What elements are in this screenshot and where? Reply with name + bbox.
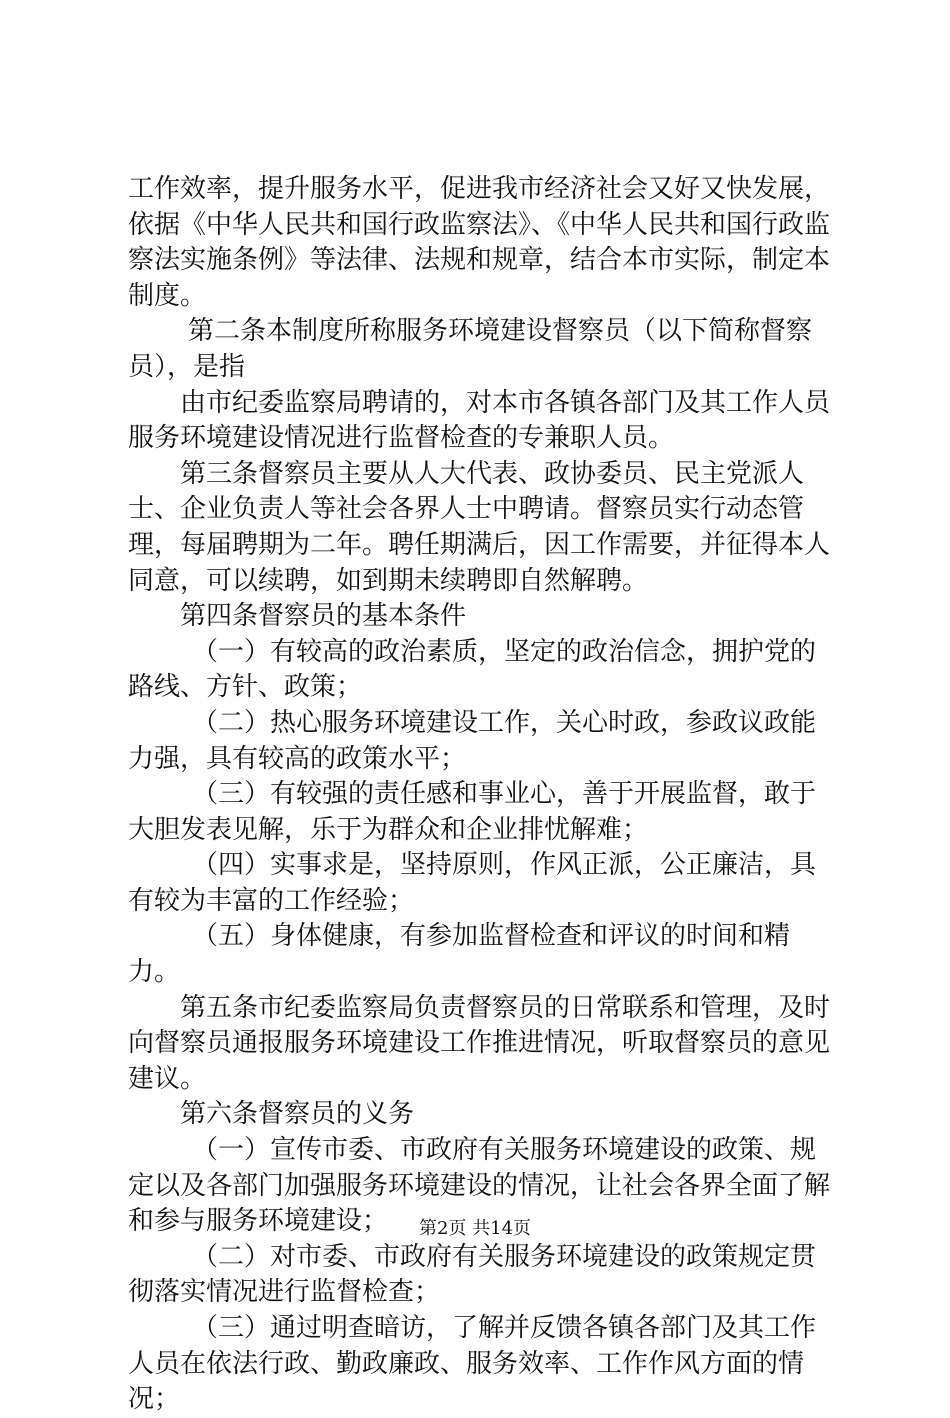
paragraph-article-3: 第三条督察员主要从人大代表、政协委员、民主党派人士、企业负责人等社会各界人士中聘请。督察员实行动态管理，每届聘期为二年。聘任期满后，因工作需要，并征得本人同意，可以续聘，如到期未续聘即自然解聘。 <box>128 458 831 596</box>
page-number-footer: 第2页 共14页 <box>418 1218 532 1239</box>
list-item: （一）宣传市委、市政府有关服务环境建设的政策、规定以及各部门加强服务环境建设的情况，让社会各界全面了解和参与服务环境建设； <box>128 1135 831 1237</box>
paragraph-article-6-heading: 第六条督察员的义务 <box>180 1099 415 1130</box>
paragraph-article-5: 第五条市纪委监察局负责督察员的日常联系和管理，及时向督察员通报服务环境建设工作推进情况，听取督察员的意见建议。 <box>128 992 831 1094</box>
list-item: （四）实事求是，坚持原则，作风正派，公正廉洁，具有较为丰富的工作经验； <box>128 850 817 916</box>
list-item: （二）对市委、市政府有关服务环境建设的政策规定贯彻落实情况进行监督检查； <box>128 1241 817 1308</box>
list-item: （二）热心服务环境建设工作，关心时政，参政议政能力强，具有较高的政策水平； <box>128 707 817 774</box>
list-item: （三）通过明查暗访，了解并反馈各镇各部门及其工作人员在依法行政、勤政廉政、服务效率、工作作风方面的情况； <box>128 1313 817 1415</box>
list-item: （三）有较强的责任感和事业心，善于开展监督，敢于大胆发表见解，乐于为群众和企业排忧解难； <box>128 779 817 845</box>
paragraph-article-4-heading: 第四条督察员的基本条件 <box>180 601 467 632</box>
list-item: （五）身体健康，有参加监督检查和评议的时间和精力。 <box>128 921 791 988</box>
paragraph-intro-continued: 工作效率，提升服务水平，促进我市经济社会又好又快发展，依据《中华人民共和国行政监察法》、《中华人民共和国行政监察法实施条例》等法律、法规和规章，结合本市实际，制定本制度。 <box>128 174 831 311</box>
list-item: （一）有较高的政治素质，坚定的政治信念，拥护党的路线、方针、政策； <box>128 636 817 703</box>
paragraph-article-2: 第二条本制度所称服务环境建设督察员（以下简称督察员），是指 <box>128 316 813 382</box>
paragraph-article-2-continued: 由市纪委监察局聘请的，对本市各镇各部门及其工作人员服务环境建设情况进行监督检查的专兼职人员。 <box>128 387 831 454</box>
